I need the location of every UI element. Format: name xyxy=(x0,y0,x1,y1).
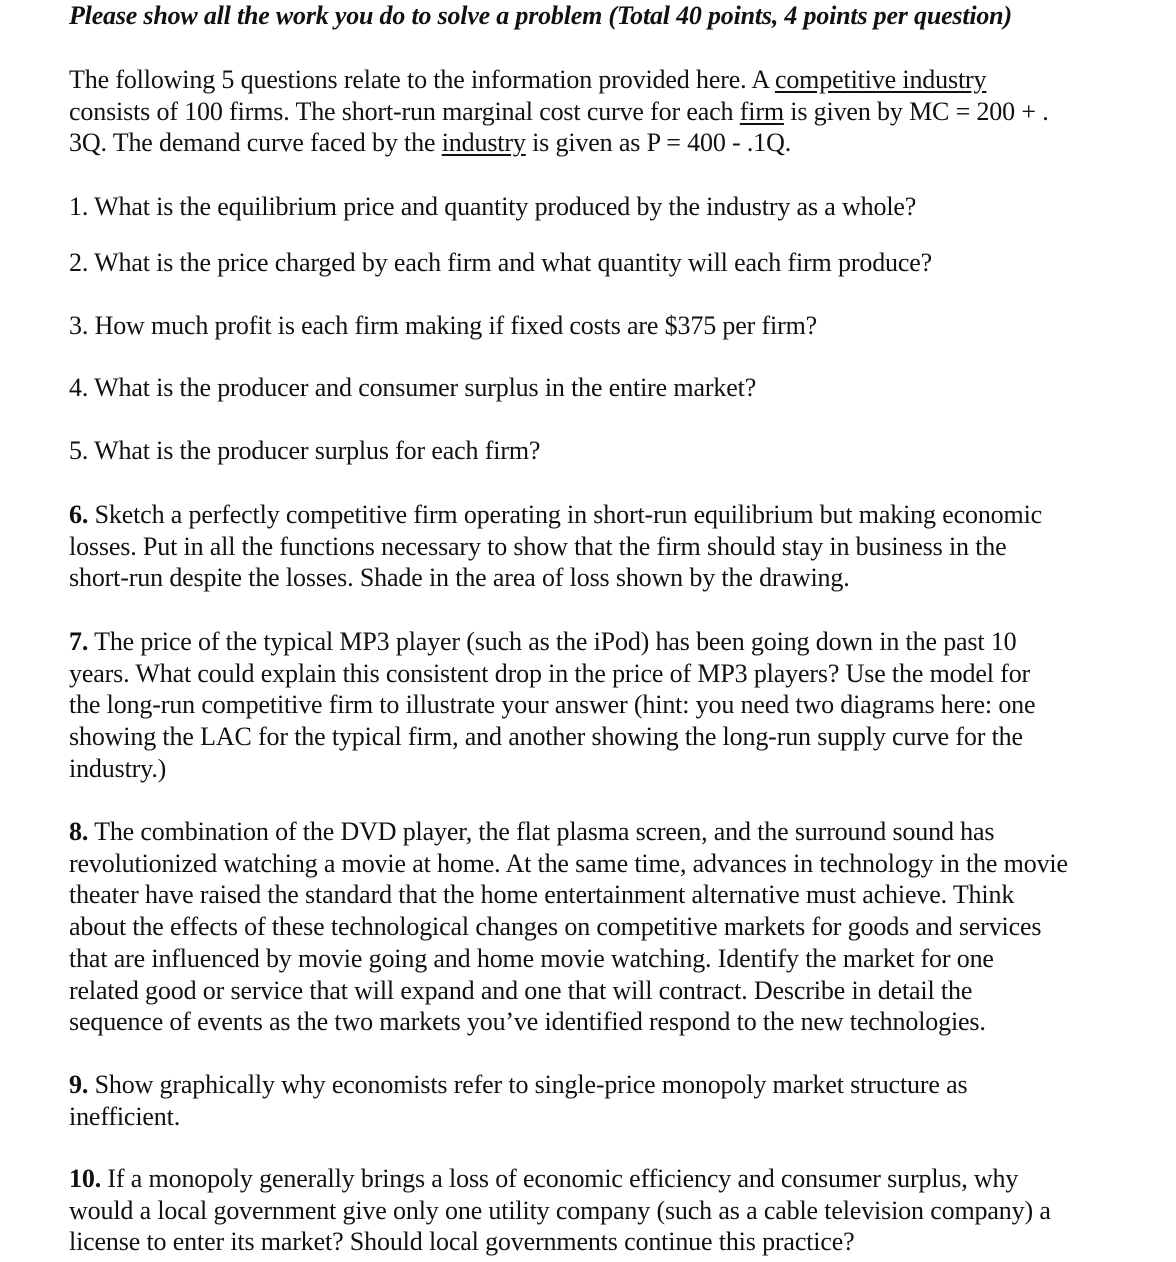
firm-term: firm xyxy=(739,96,784,126)
question-2: 2. What is the price charged by each firm and what quantity will each firm produce? xyxy=(69,248,933,277)
competitive-industry-term: competitive industry xyxy=(774,65,987,94)
intro-paragraph xyxy=(69,64,1049,159)
question-1: 1. What is the equilibrium price and quantity produced by the industry as a whole? xyxy=(69,192,917,221)
intro-line-2: consists of 100 firms. The short-run marginal cost curve for each firm is given by MC = 200 + . xyxy=(69,96,1049,126)
question-7: 7. The price of the typical MP3 player (such as the iPod) has been going down in the past 10 years. What could explain this consistent drop in the price of MP3 players? Use the model for the long-run competitive firm to illustrate your answer (hint: you need two diagrams here: one showing the LAC for the typical firm, and another showing the long-run supply curve for the industry.) xyxy=(69,627,1036,783)
question-9: 9. Show graphically why economists refer to single-price monopoly market structure as inefficient. xyxy=(69,1070,968,1131)
question-6: 6. Sketch a perfectly competitive firm operating in short-run equilibrium but making economic losses. Put in all the functions necessary to show that the firm should stay in business in the short-run despite the losses. Shade in the area of loss shown by the drawing. xyxy=(69,500,1043,593)
question-8: 8. The combination of the DVD player, the flat plasma screen, and the surround sound has revolutionized watching a movie at home. At the same time, advances in technology in the movie theater have raised the standard that the home entertainment alternative must achieve. Think about the effects of these technological changes on competitive markets for goods and services that are influenced by movie going and home movie watching. Identify the market for one related good or service that will expand and one that will contract. Describe in detail the sequence of events as the two markets you’ve identified respond to the new technologies. xyxy=(69,817,1068,1037)
intro-line-1: The following 5 questions relate to the information provided here. A competitive industry xyxy=(69,65,987,94)
question-10: 10. If a monopoly generally brings a loss of economic efficiency and consumer surplus, why would a local government give only one utility company (such as a cable television company) a license to enter its market? Should local governments continue this practice? xyxy=(69,1164,1051,1257)
industry-term: industry xyxy=(441,128,526,158)
question-5: 5. What is the producer surplus for each firm? xyxy=(69,436,541,465)
assignment-header: Please show all the work you do to solve a problem (Total 40 points, 4 points per question) xyxy=(69,1,1012,30)
question-4: 4. What is the producer and consumer surplus in the entire market? xyxy=(69,373,757,402)
question-3: 3. How much profit is each firm making if fixed costs are $375 per firm? xyxy=(69,311,818,340)
intro-line-3: 3Q. The demand curve faced by the industry is given as P = 400 - .1Q. xyxy=(69,128,792,158)
